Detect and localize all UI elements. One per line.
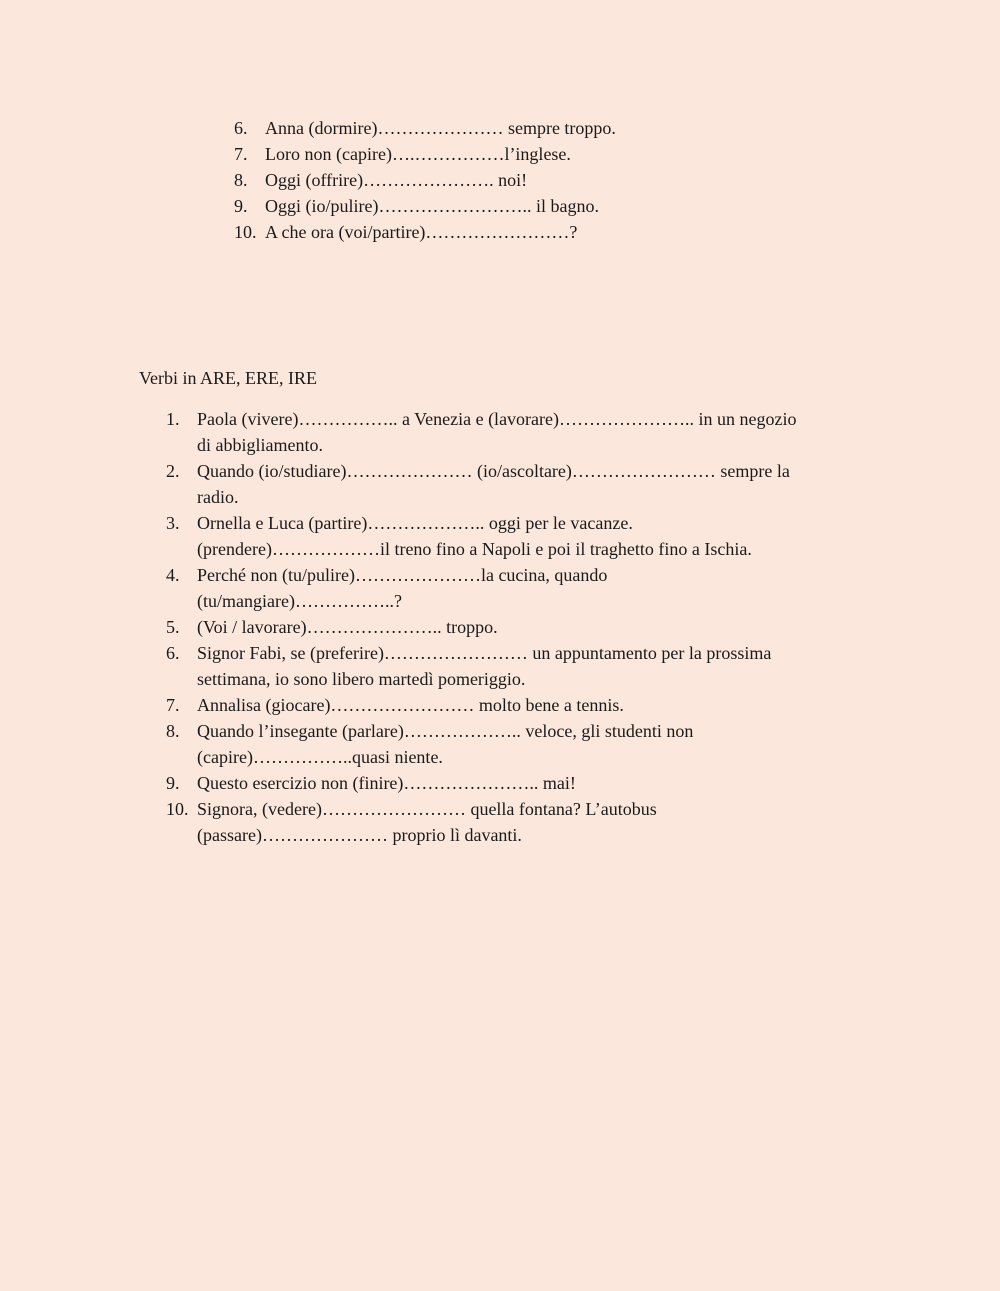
item-line: Ornella e Luca (partire)……………….. oggi per le vacanze.: [197, 513, 633, 533]
item-number: 9.: [166, 773, 180, 793]
item-number: 8.: [166, 721, 180, 741]
item-line: Quando l’insegante (parlare)……………….. veloce, gli studenti non: [197, 721, 694, 741]
list-item: [166, 562, 866, 614]
item-number: 9.: [234, 196, 248, 216]
list-item: [166, 770, 866, 796]
item-line: radio.: [197, 487, 239, 507]
item-text: Oggi (io/pulire)…………………….. il bagno.: [265, 196, 599, 216]
list-item: [166, 406, 866, 458]
item-line: Questo esercizio non (finire)………………….. mai!: [197, 773, 576, 793]
list-item: [166, 718, 866, 770]
item-number: 7.: [166, 695, 180, 715]
item-line: Signora, (vedere)…………………… quella fontana? L’autobus: [197, 799, 657, 819]
list-item: [234, 167, 794, 193]
list-item: [166, 458, 866, 510]
item-line: Quando (io/studiare)………………… (io/ascoltare)…………………… sempre la: [197, 461, 790, 481]
item-line: (tu/mangiare)……………..?: [197, 591, 402, 611]
item-line: (prendere)………………il treno fino a Napoli e poi il traghetto fino a Ischia.: [197, 539, 752, 559]
list-item: [234, 141, 794, 167]
item-number: 7.: [234, 144, 248, 164]
list-item: [166, 614, 866, 640]
list-item: [234, 219, 794, 245]
list-item: [166, 692, 866, 718]
item-line: (passare)………………… proprio lì davanti.: [197, 825, 522, 845]
item-line: (capire)……………..quasi niente.: [197, 747, 443, 767]
item-text: Oggi (offrire)…………………. noi!: [265, 170, 528, 190]
item-text: Anna (dormire)………………… sempre troppo.: [265, 118, 616, 138]
item-line: settimana, io sono libero martedì pomeriggio.: [197, 669, 526, 689]
item-number: 1.: [166, 409, 180, 429]
item-number: 4.: [166, 565, 180, 585]
item-number: 3.: [166, 513, 180, 533]
item-line: Annalisa (giocare)…………………… molto bene a tennis.: [197, 695, 624, 715]
list-item: [234, 115, 794, 141]
item-number: 2.: [166, 461, 180, 481]
item-number: 8.: [234, 170, 248, 190]
item-number: 5.: [166, 617, 180, 637]
list-item: [166, 640, 866, 692]
item-line: Paola (vivere)…………….. a Venezia e (lavorare)………………….. in un negozio: [197, 409, 797, 429]
exercise-2-list: [166, 406, 866, 848]
list-item: [166, 510, 866, 562]
item-line: Perché non (tu/pulire)…………………la cucina, quando: [197, 565, 608, 585]
item-text: A che ora (voi/partire)……………………?: [265, 222, 578, 242]
section-title: Verbi in ARE, ERE, IRE: [139, 368, 317, 388]
item-text: Loro non (capire)….……………l’inglese.: [265, 144, 571, 164]
list-item: [234, 193, 794, 219]
item-line: Signor Fabi, se (preferire)…………………… un appuntamento per la prossima: [197, 643, 772, 663]
item-number: 6.: [234, 118, 248, 138]
exercise-1-list: [234, 115, 794, 245]
item-line: (Voi / lavorare)………………….. troppo.: [197, 617, 498, 637]
item-number: 10.: [234, 222, 257, 242]
item-number: 10.: [166, 799, 189, 819]
item-line: di abbigliamento.: [197, 435, 323, 455]
list-item: [166, 796, 866, 848]
item-number: 6.: [166, 643, 180, 663]
